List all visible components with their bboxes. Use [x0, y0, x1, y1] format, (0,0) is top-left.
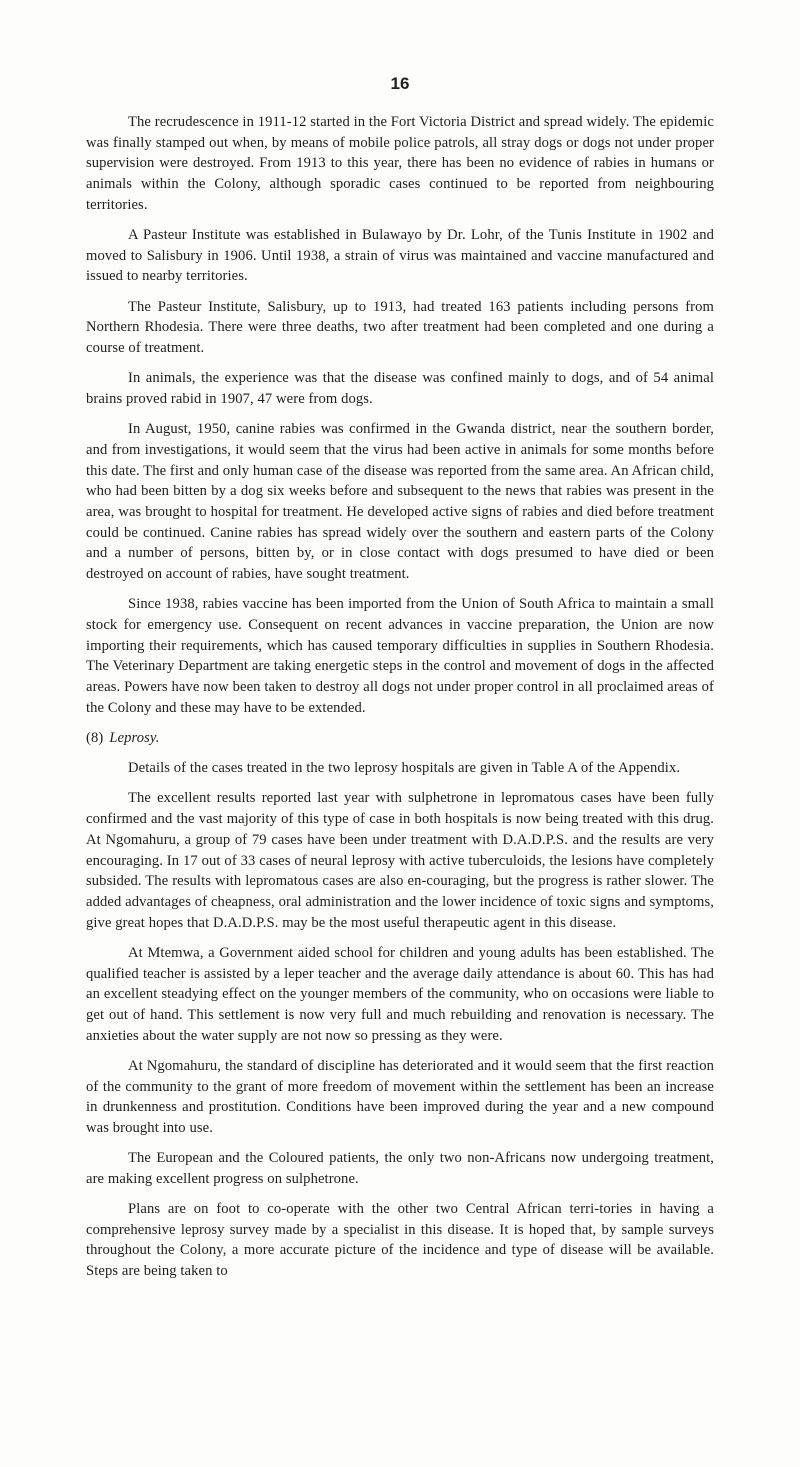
paragraph-vaccine-supply: Since 1938, rabies vaccine has been imported from the Union of South Africa to maintain a small stock for emergency use. Consequent on recent advances in vaccine preparation, the Union are now importing their requirements, which has caused temporary difficulties in supplies in Southern Rhodesia. The Veterinary Department are taking energetic steps in the control and movement of dogs in the affected areas. Powers have now been taken to destroy all dogs not under proper control in all proclaimed areas of the Colony and these may have to be extended. [86, 596, 714, 716]
section-title: Leprosy. [109, 729, 160, 746]
paragraph-leprosy-hospitals: Details of the cases treated in the two leprosy hospitals are given in Table A of the Appendix. [128, 760, 681, 777]
paragraph-recrudescence: The recrudescence in 1911-12 started in the Fort Victoria District and spread widely. The epidemic was finally stamped out when, by means of mobile police patrols, all stray dogs or dogs not under proper supervision were destroyed. From 1913 to this year, there has been no evidence of rabies in humans or animals within the Colony, although sporadic cases continued to be reported from neighbouring territories. [86, 114, 714, 213]
paragraph-gwanda-outbreak: In August, 1950, canine rabies was confirmed in the Gwanda district, near the southern border, and from investigations, it would seem that the virus had been active in animals for some months before this date. The first and only human case of the disease was reported from the same area. An African child, who had been bitten by a dog six weeks before and subsequent to the news that rabies was present in the area, was brought to hospital for treatment. He developed active signs of rabies and died before treatment could be continued. Canine rabies has spread widely over the southern and eastern parts of the Colony and a number of persons, bitten by, or in close contact with dogs presumed to have died or been destroyed on account of rabies, have sought treatment. [86, 421, 714, 583]
body-text [86, 112, 714, 1291]
section-number: (8) [86, 729, 104, 746]
paragraph-animal-rabies: In animals, the experience was that the disease was confined mainly to dogs, and of 54 animal brains proved rabid in 1907, 47 were from dogs. [86, 370, 714, 407]
paragraph-pasteur-institute-patients: The Pasteur Institute, Salisbury, up to 1913, had treated 163 patients including persons from Northern Rhodesia. There were three deaths, two after treatment had been completed and one during a course of treatment. [86, 298, 714, 357]
paragraph-sulphetrone-results: The excellent results reported last year with sulphetrone in lepromatous cases have been fully confirmed and the vast majority of this type of case in both hospitals is now being treated with this drug. At Ngomahuru, a group of 79 cases have been under treatment with D.A.D.P.S. and the results are very encouraging. In 17 out of 33 cases of neural leprosy with active tuberculoids, the lesions have completely subsided. The results with lepromatous cases are also en-couraging, but the progress is rather slower. The added advantages of cheapness, oral administration and the lower incidence of toxic signs and symptoms, give great hopes that D.A.D.P.S. may be the most useful therapeutic agent in this disease. [86, 790, 714, 931]
paragraph-mtemwa: At Mtemwa, a Government aided school for children and young adults has been established. The qualified teacher is assisted by a leper teacher and the average daily attendance is about 60. This has had an excellent steadying effect on the younger members of the community, who on occasions were liable to get out of hand. This settlement is now very full and much rebuilding and renovation is necessary. The anxieties about the water supply are not now so pressing as they were. [86, 944, 714, 1044]
paragraph-pasteur-institute-established: A Pasteur Institute was established in Bulawayo by Dr. Lohr, of the Tunis Institute in 1902 and moved to Salisbury in 1906. Until 1938, a strain of virus was maintained and vaccine manufactured and issued to nearby territories. [86, 227, 714, 285]
section-heading-leprosy [86, 728, 714, 749]
page-number: 16 [390, 74, 410, 93]
paragraph-leprosy-survey: Plans are on foot to co-operate with the other two Central African terri-tories in having a comprehensive leprosy survey made by a specialist in this disease. It is hoped that, by sample surveys throughout the Colony, a more accurate picture of the incidence and type of disease will be available. Steps are being taken to [86, 1201, 714, 1280]
paragraph-ngomahuru: At Ngomahuru, the standard of discipline has deteriorated and it would seem that the first reaction of the community to the grant of more freedom of movement within the settlement has been an increase in drunkenness and prostitution. Conditions have been improved during the year and a new compound was brought into use. [86, 1057, 714, 1136]
paragraph-non-african-patients: The European and the Coloured patients, the only two non-Africans now undergoing treatment, are making excellent progress on sulphetrone. [86, 1150, 714, 1187]
